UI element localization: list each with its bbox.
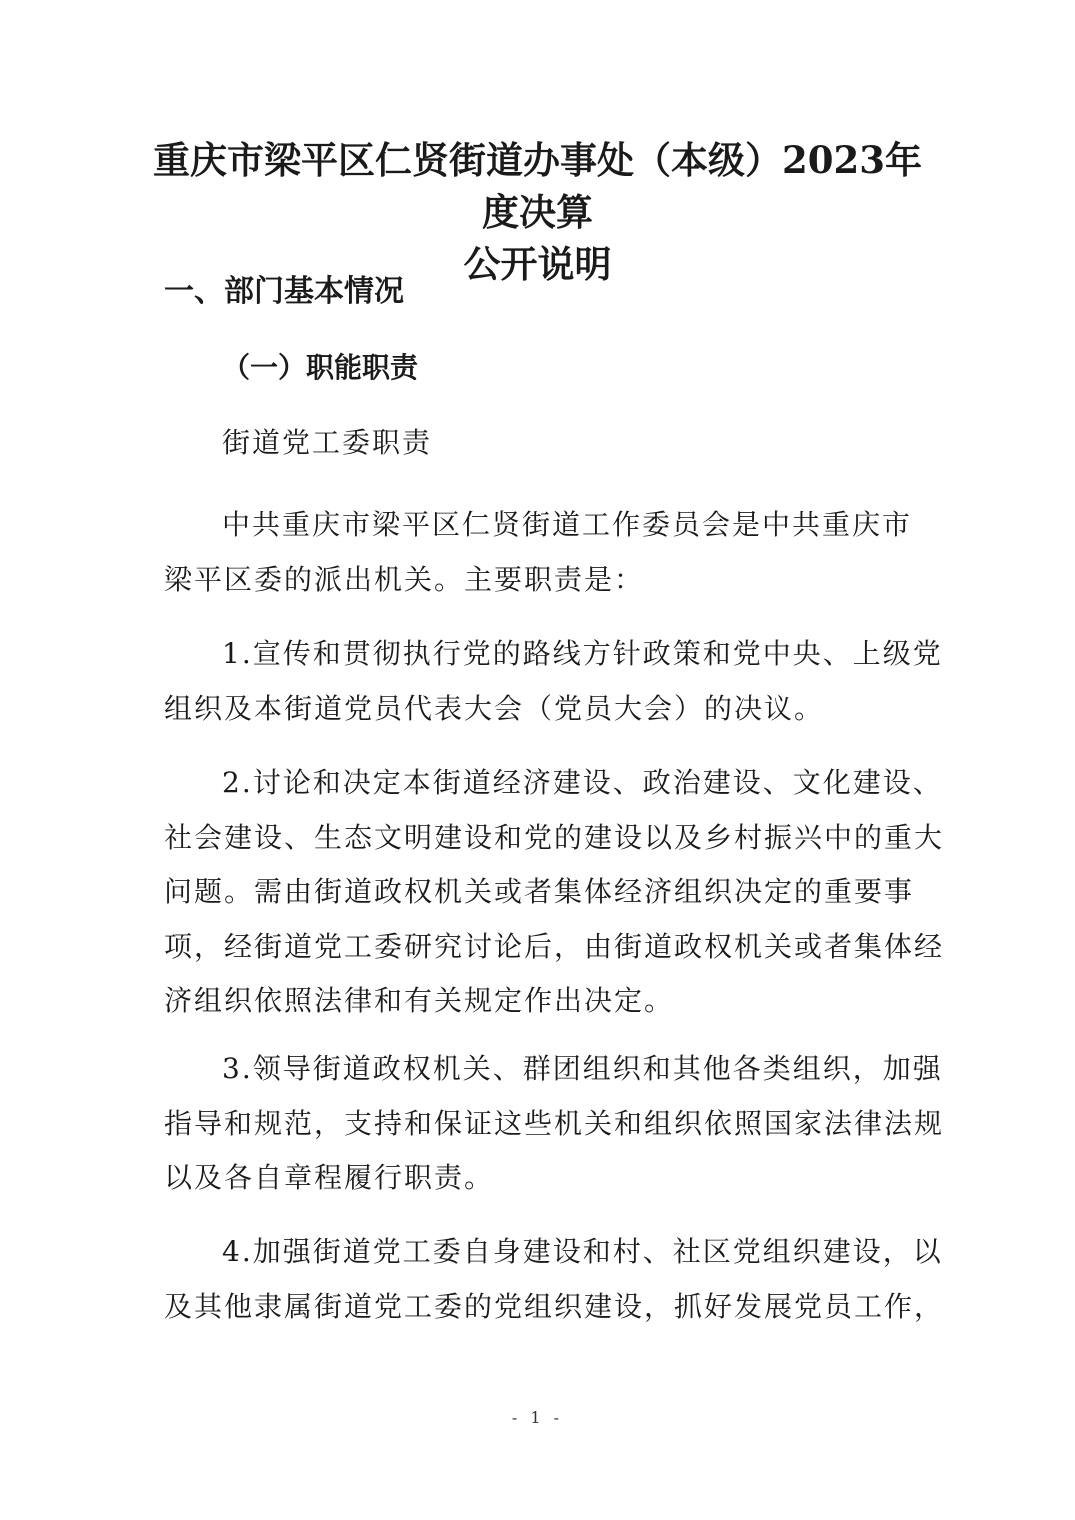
title-line-2: 公开说明 bbox=[463, 242, 612, 286]
paragraph-line: 问题。需由街道政权机关或者集体经济组织决定的重要事 bbox=[164, 875, 915, 908]
paragraph-item-4 bbox=[164, 1225, 945, 1334]
paragraph-line: 3.领导街道政权机关、群团组织和其他各类组织，加强 bbox=[222, 1052, 943, 1085]
paragraph-line: 4.加强街道党工委自身建设和村、社区党组织建设，以 bbox=[222, 1235, 943, 1268]
paragraph-line: 项，经街道党工委研究讨论后，由街道政权机关或者集体经 bbox=[164, 929, 945, 963]
paragraph-line: 1.宣传和贯彻执行党的路线方针政策和党中央、上级党 bbox=[222, 637, 943, 670]
paragraph-line: 组织及本街道党员代表大会（党员大会）的决议。 bbox=[164, 691, 825, 725]
paragraph-item-2 bbox=[164, 756, 945, 1029]
paragraph-intro bbox=[164, 498, 912, 607]
paragraph-item-1 bbox=[164, 627, 943, 736]
paragraph-line: 中共重庆市梁平区仁贤街道工作委员会是中共重庆市 bbox=[222, 508, 913, 541]
paragraph-line: 社会建设、生态文明建设和党的建设以及乡村振兴中的重大 bbox=[164, 820, 945, 854]
section-heading: 一、部门基本情况 bbox=[164, 274, 404, 309]
paragraph-line: 以及各自章程履行职责。 bbox=[164, 1161, 495, 1194]
paragraph-line: 2.讨论和决定本街道经济建设、政治建设、文化建设、 bbox=[222, 766, 943, 799]
page-number: - 1 - bbox=[511, 1408, 564, 1427]
title-line-1: 重庆市梁平区仁贤街道办事处（本级）2023年度决算 bbox=[153, 138, 922, 234]
paragraph-line: 及其他隶属街道党工委的党组织建设，抓好发展党员工作， bbox=[164, 1289, 945, 1323]
paragraph-line: 街道党工委职责 bbox=[222, 426, 433, 459]
paragraph-line: 指导和规范，支持和保证这些机关和组织依照国家法律法规 bbox=[164, 1106, 945, 1140]
paragraph-item-3 bbox=[164, 1042, 945, 1206]
paragraph-line: 梁平区委的派出机关。主要职责是： bbox=[164, 562, 645, 596]
subsection-heading: （一）职能职责 bbox=[222, 351, 419, 384]
paragraph-line: 济组织依照法律和有关规定作出决定。 bbox=[164, 984, 675, 1017]
paragraph-label bbox=[164, 416, 912, 471]
document-title bbox=[140, 134, 935, 290]
